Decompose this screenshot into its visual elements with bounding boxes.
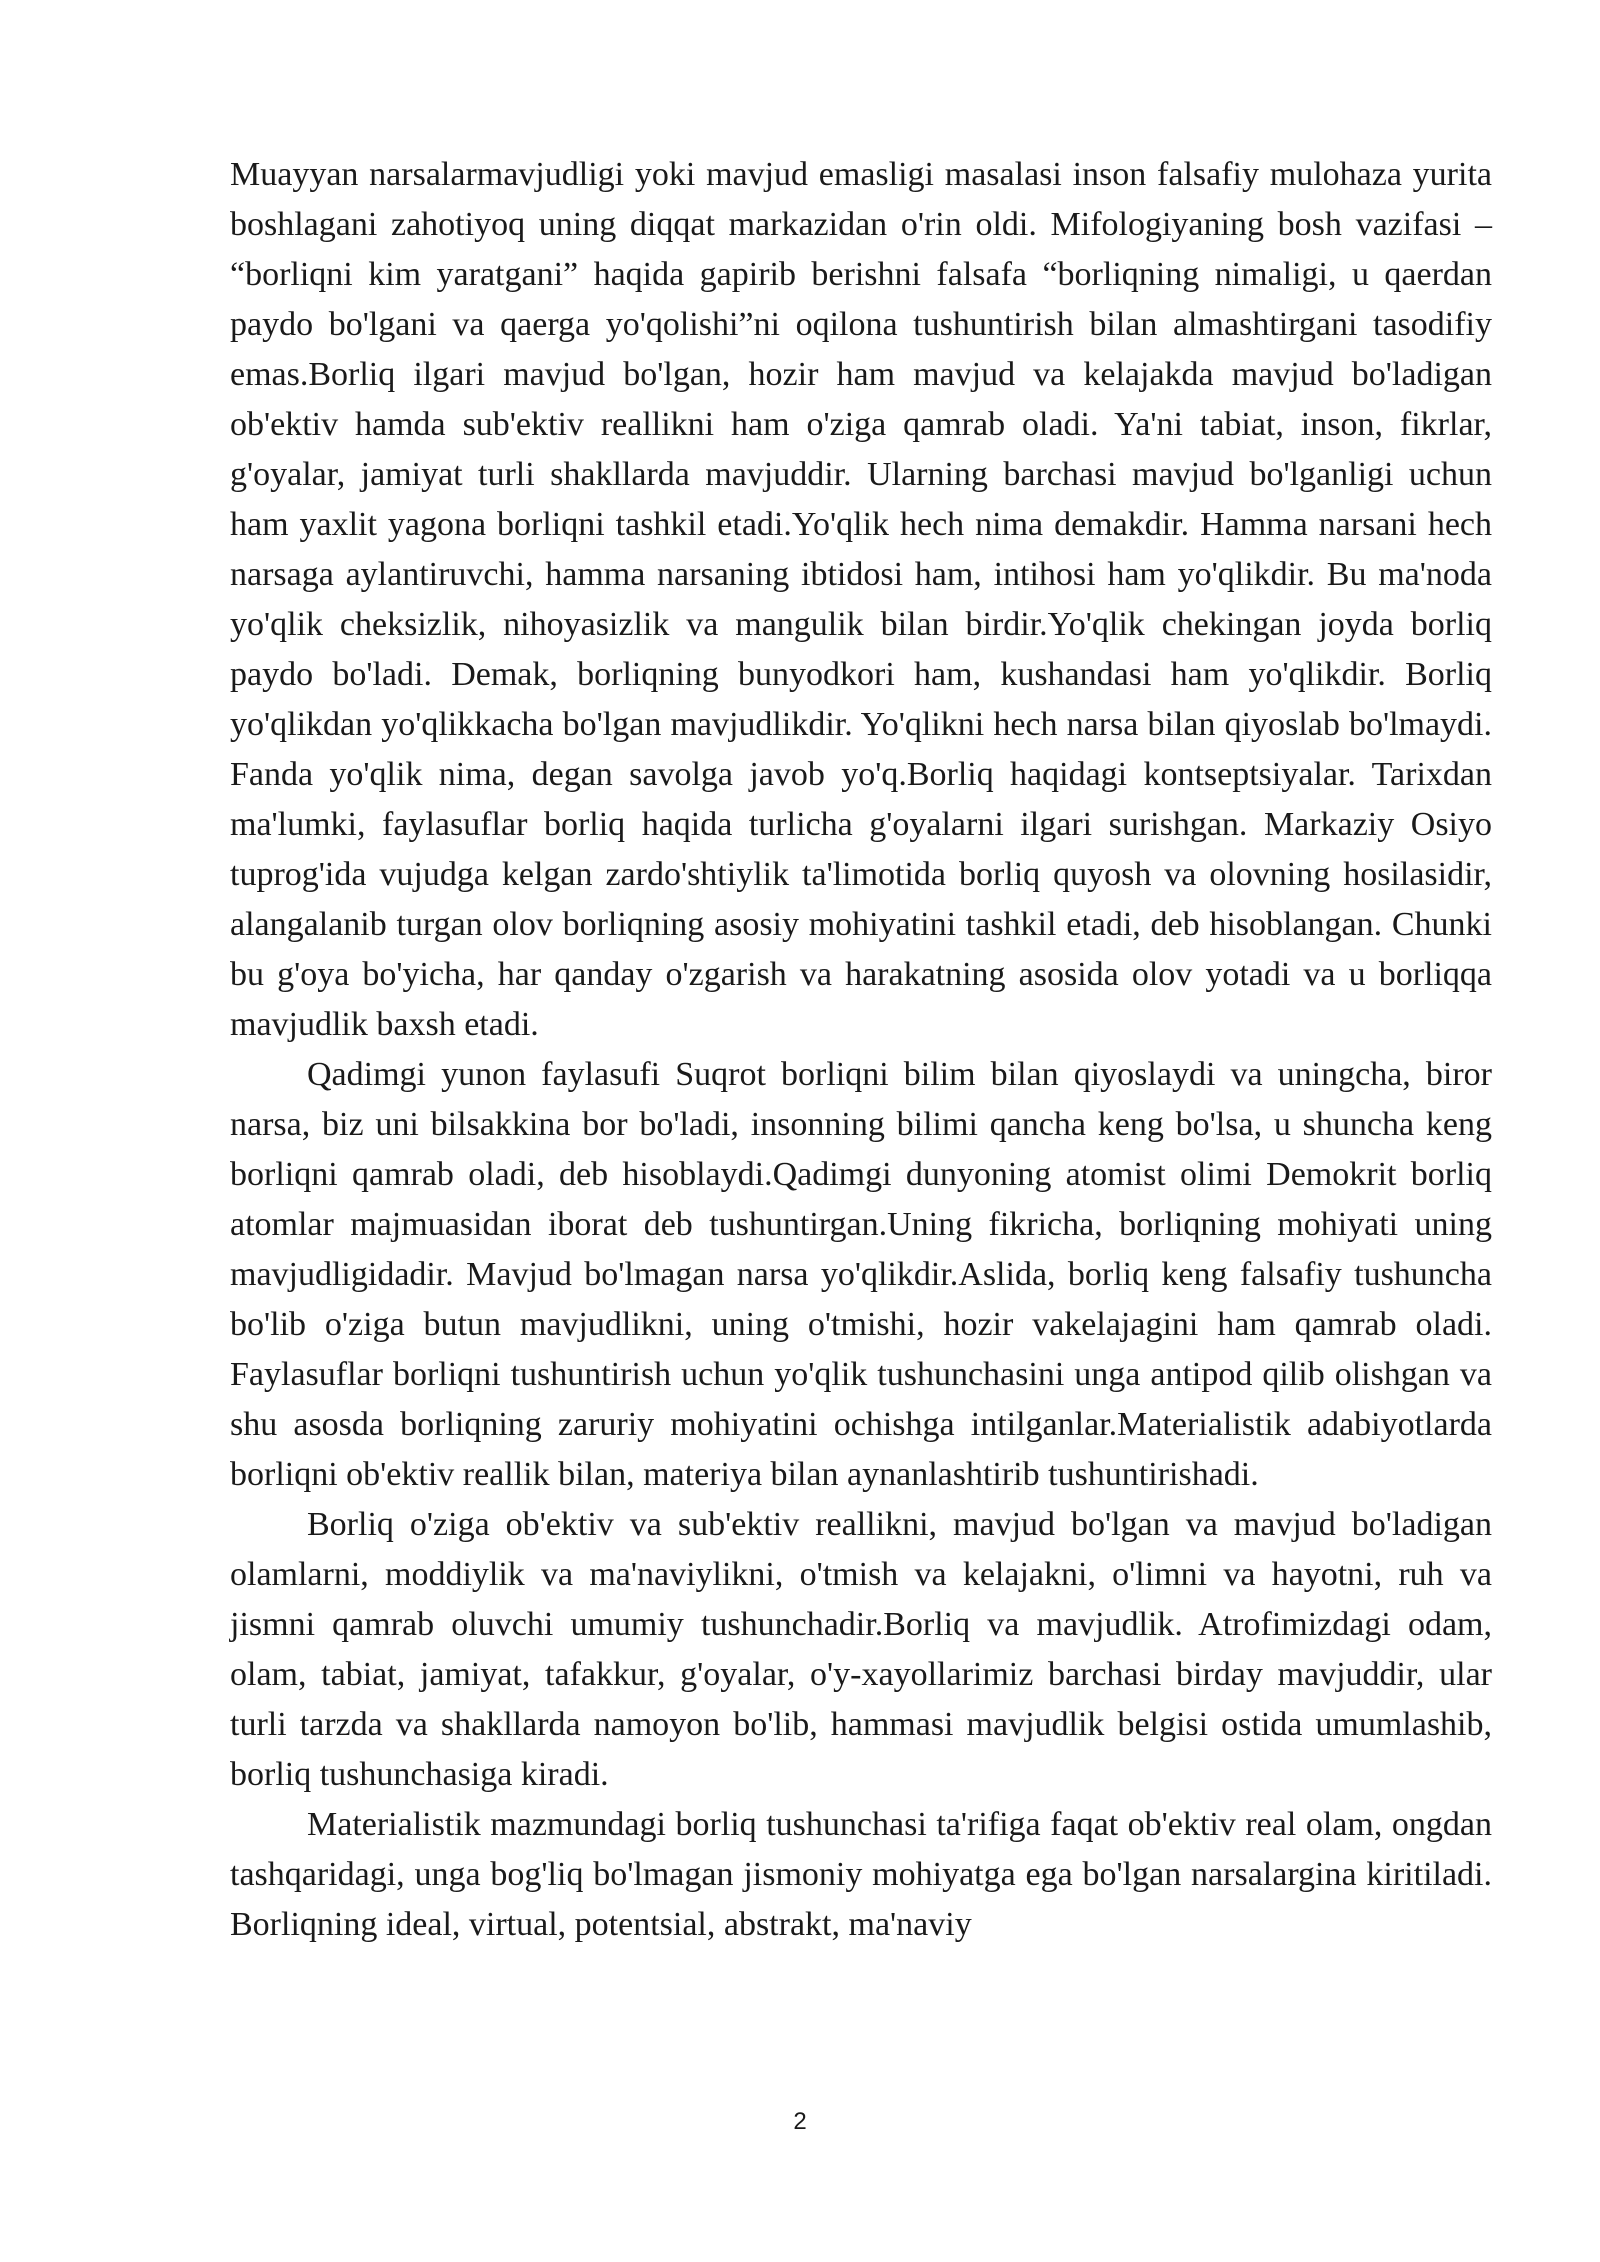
paragraph-1: Muayyan narsalarmavjudligi yoki mavjud emasligi masalasi inson falsafiy mulohaza yurita boshlagani zahotiyoq uning diqqat markazidan o'rin oldi. Mifologiyaning bosh vazifasi – “borliqni kim yaratgani” haqida gapirib berishni falsafa “borliqning nimaligi, u qaerdan paydo bo'lgani va qaerga yo'qolishi”ni oqilona tushuntirish bilan almashtirgani tasodifiy emas.Borliq ilgari mavjud bo'lgan, hozir ham mavjud va kelajakda mavjud bo'ladigan ob'ektiv hamda sub'ektiv reallikni ham o'ziga qamrab oladi. Ya'ni tabiat, inson, fikrlar, g'oyalar, jamiyat turli shakllarda mavjuddir. Ularning barchasi mavjud bo'lganligi uchun ham yaxlit yagona borliqni tashkil etadi.Yo'qlik hech nima demakdir. Hamma narsani hech narsaga aylantiruvchi, hamma narsaning ibtidosi ham, intihosi ham yo'qlikdir. Bu ma'noda yo'qlik cheksizlik, nihoyasizlik va mangulik bilan birdir.Yo'qlik chekingan joyda borliq paydo bo'ladi. Demak, borliqning bunyodkori ham, kushandasi ham yo'qlikdir. Borliq yo'qlikdan yo'qlikkacha bo'lgan mavjudlikdir. Yo'qlikni hech narsa bilan qiyoslab bo'lmaydi. Fanda yo'qlik nima, degan savolga javob yo'q.Borliq haqidagi kontseptsiyalar. Tarixdan ma'lumki, faylasuflar borliq haqida turlicha g'oyalarni ilgari surishgan. Markaziy Osiyo tuprog'ida vujudga kelgan zardo'shtiylik ta'limotida borliq quyosh va olovning hosilasidir, alangalanib turgan olov borliqning asosiy mohiyatini tashkil etadi, deb hisoblangan. Chunki bu g'oya bo'yicha, har qanday o'zgarish va harakatning asosida olov yotadi va u borliqqa mavjudlik baxsh etadi. <box>230 156 1492 1043</box>
page-number: 2 <box>793 2108 807 2135</box>
paragraph-4: Materialistik mazmundagi borliq tushunchasi ta'rifiga faqat ob'ektiv real olam, ongdan tashqaridagi, unga bog'liq bo'lmagan jismoniy mohiyatga ega bo'lgan narsalargina kiritiladi. Borliqning ideal, virtual, potentsial, abstrakt, ma'naviy <box>230 1806 1492 1943</box>
body-text <box>230 150 1492 1950</box>
paragraph-3: Borliq o'ziga ob'ektiv va sub'ektiv reallikni, mavjud bo'lgan va mavjud bo'ladigan olamlarni, moddiylik va ma'naviylikni, o'tmish va kelajakni, o'limni va hayotni, ruh va jismni qamrab oluvchi umumiy tushunchadir.Borliq va mavjudlik. Atrofimizdagi odam, olam, tabiat, jamiyat, tafakkur, g'oyalar, o'y-xayollarimiz barchasi birday mavjuddir, ular turli tarzda va shakllarda namoyon bo'lib, hammasi mavjudlik belgisi ostida umumlashib, borliq tushunchasiga kiradi. <box>230 1506 1492 1793</box>
paragraph-2: Qadimgi yunon faylasufi Suqrot borliqni bilim bilan qiyoslaydi va uningcha, biror narsa, biz uni bilsakkina bor bo'ladi, insonning bilimi qancha keng bo'lsa, u shuncha keng borliqni qamrab oladi, deb hisoblaydi.Qadimgi dunyoning atomist olimi Demokrit borliq atomlar majmuasidan iborat deb tushuntirgan.Uning fikricha, borliqning mohiyati uning mavjudligidadir. Mavjud bo'lmagan narsa yo'qlikdir.Aslida, borliq keng falsafiy tushuncha bo'lib o'ziga butun mavjudlikni, uning o'tmishi, hozir vakelajagini ham qamrab oladi. Faylasuflar borliqni tushuntirish uchun yo'qlik tushunchasini unga antipod qilib olishgan va shu asosda borliqning zaruriy mohiyatini ochishga intilganlar.Materialistik adabiyotlarda borliqni ob'ektiv reallik bilan, materiya bilan aynanlashtirib tushuntirishadi. <box>230 1056 1492 1493</box>
